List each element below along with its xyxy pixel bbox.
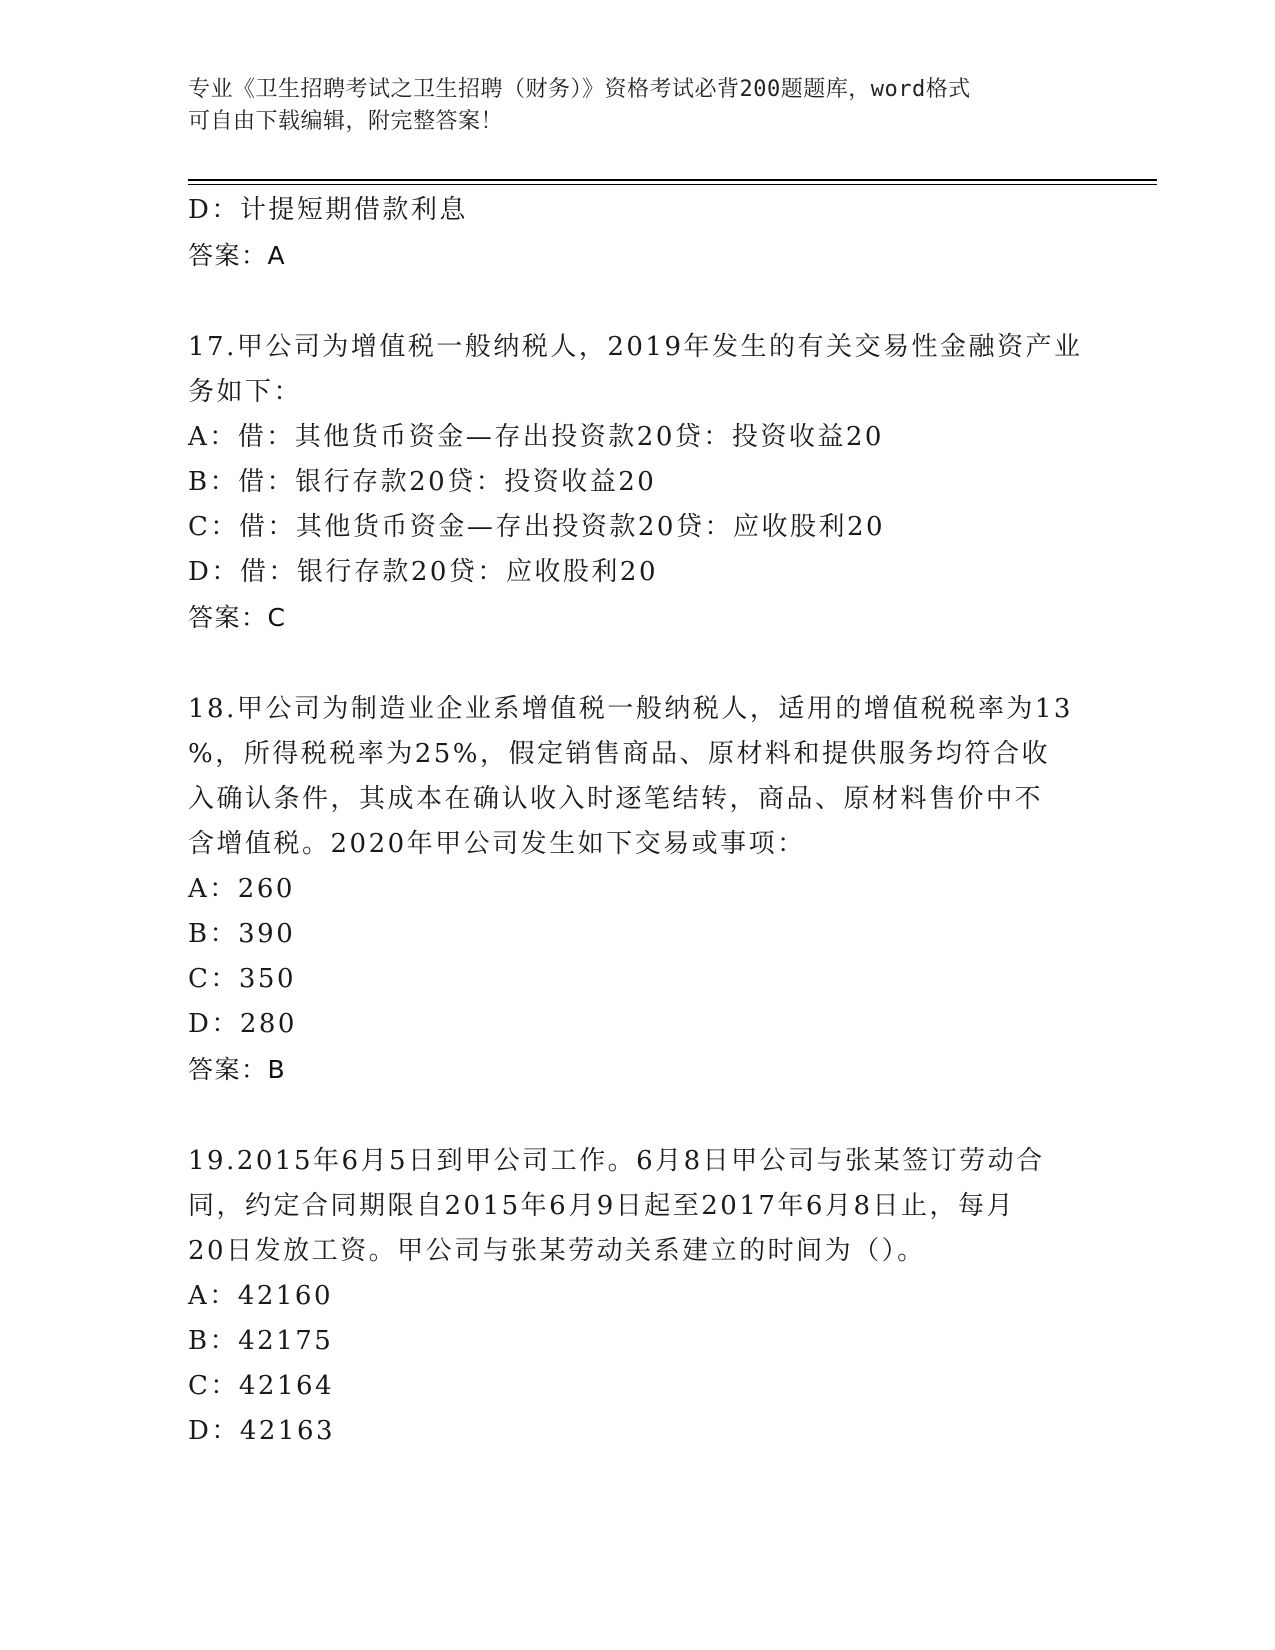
question-17: [188, 325, 1088, 640]
stem-line: 19.2015年6月5日到甲公司工作。6月8日甲公司与张某签订劳动合: [188, 1146, 1045, 1176]
option-d: D：计提短期借款利息: [188, 195, 468, 225]
stem-line: 入确认条件，其成本在确认收入时逐笔结转，商品、原材料售价中不: [188, 784, 1044, 814]
document-header: [188, 74, 1088, 138]
question-19: [188, 1139, 1088, 1454]
stem-line: 含增值税。2020年甲公司发生如下交易或事项：: [188, 829, 806, 859]
option-a: A：借：其他货币资金—存出投资款20贷：投资收益20: [188, 422, 884, 452]
option-d: D：借：银行存款20贷：应收股利20: [188, 557, 659, 587]
stem-line: 17.甲公司为增值税一般纳税人，2019年发生的有关交易性金融资产业: [188, 332, 1083, 362]
stem-line: 18.甲公司为制造业企业系增值税一般纳税人，适用的增值税税率为13: [188, 694, 1073, 724]
stem-line: %，所得税税率为25%，假定销售商品、原材料和提供服务均符合收: [188, 739, 1050, 769]
option-b: B：390: [188, 919, 296, 949]
previous-question-tail: [188, 188, 1088, 278]
spacer: [188, 1092, 1088, 1139]
spacer: [188, 640, 1088, 687]
answer-line: 答案：B: [188, 1055, 287, 1084]
option-c: C：42164: [188, 1371, 335, 1401]
question-stem: [188, 687, 1088, 867]
question-stem: [188, 325, 1088, 415]
question-18: [188, 687, 1088, 1092]
option-b: B：42175: [188, 1326, 334, 1356]
header-line-2: 可自由下载编辑，附完整答案！: [188, 109, 504, 134]
option-a: A：42160: [188, 1281, 333, 1311]
stem-line: 20日发放工资。甲公司与张某劳动关系建立的时间为（）。: [188, 1236, 926, 1266]
header-line-1: 专业《卫生招聘考试之卫生招聘（财务）》资格考试必背200题题库，word格式: [188, 77, 971, 102]
option-d: D：280: [188, 1009, 297, 1039]
stem-line: 同，约定合同期限自2015年6月9日起至2017年6月8日止，每月: [188, 1191, 1016, 1221]
question-list: [188, 188, 1088, 1454]
option-c: C：350: [188, 964, 297, 994]
option-c: C：借：其他货币资金—存出投资款20贷：应收股利20: [188, 512, 886, 542]
option-b: B：借：银行存款20贷：投资收益20: [188, 467, 657, 497]
header-divider-thin: [188, 184, 1157, 185]
question-stem: [188, 1139, 1088, 1274]
answer-line: 答案：A: [188, 241, 287, 270]
header-divider-thick: [188, 179, 1157, 181]
option-d: D：42163: [188, 1416, 336, 1446]
stem-line: 务如下：: [188, 377, 303, 407]
spacer: [188, 278, 1088, 325]
answer-line: 答案：C: [188, 603, 287, 632]
option-a: A：260: [188, 874, 295, 904]
